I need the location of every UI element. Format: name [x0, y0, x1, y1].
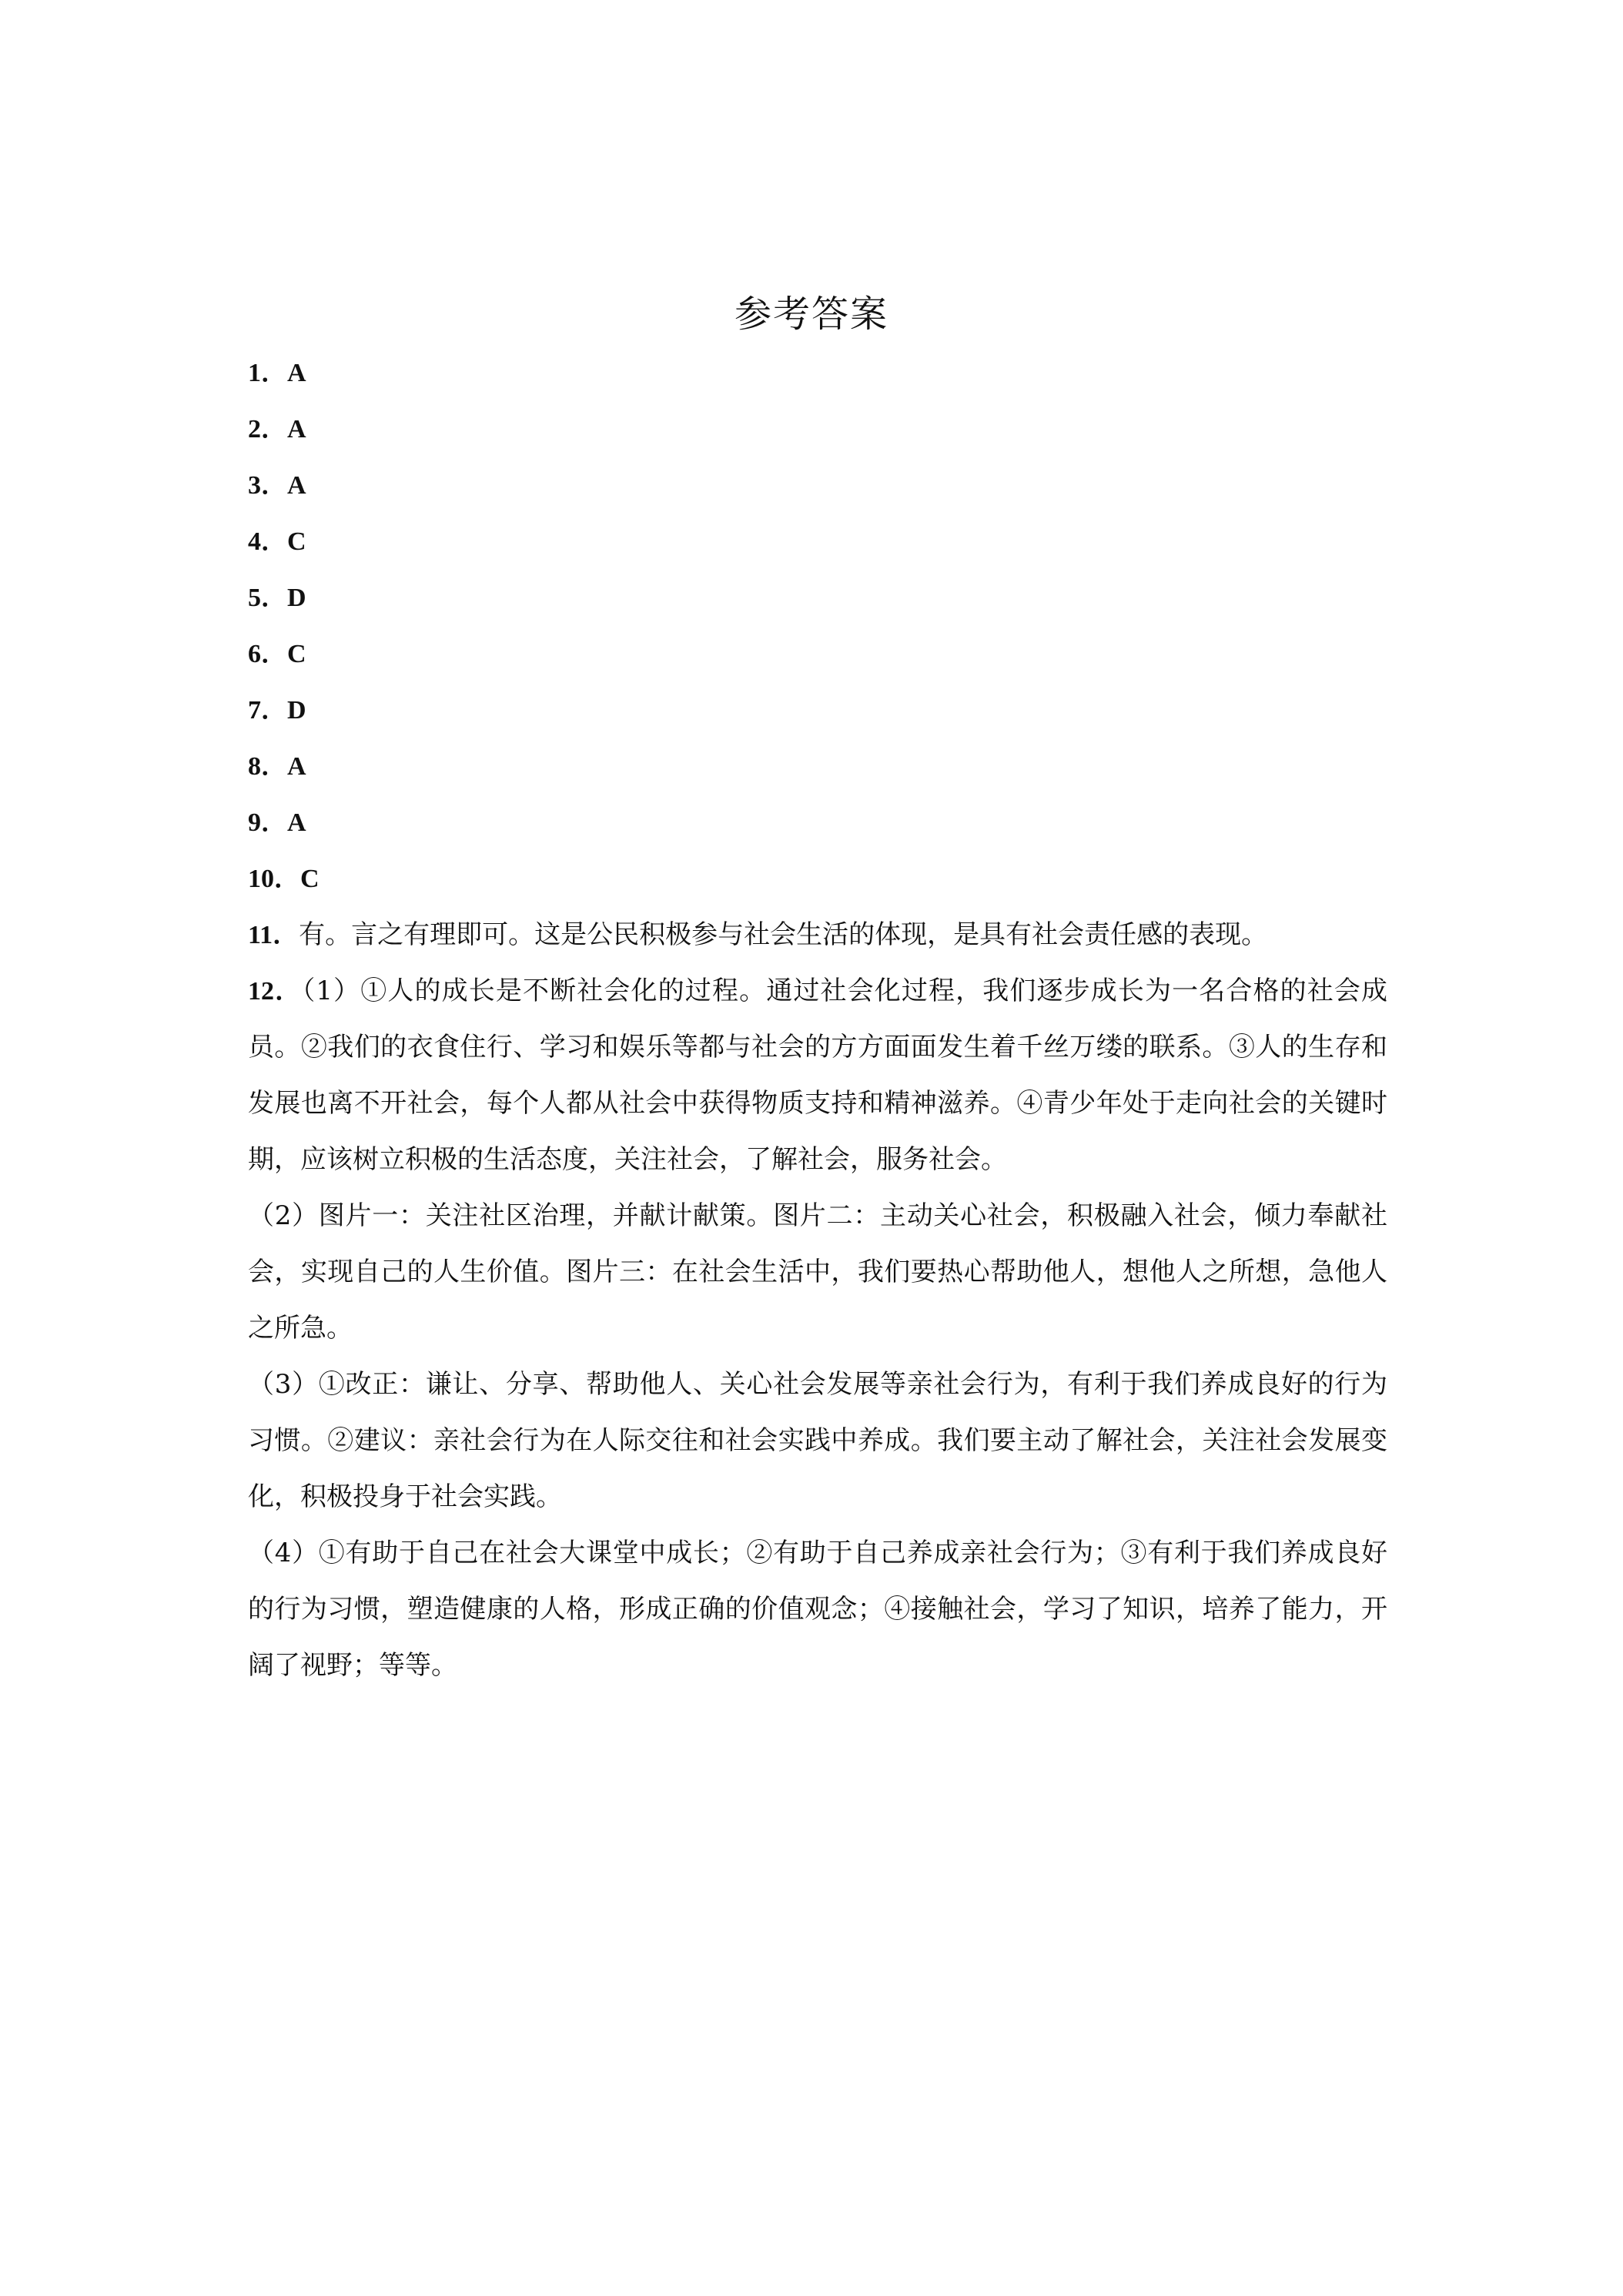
question-number: 3． — [248, 471, 287, 500]
answer-choice: D — [287, 696, 306, 725]
answer-12 — [248, 963, 1387, 1694]
answer-item — [248, 626, 1387, 682]
answer-item — [248, 738, 1387, 795]
answer-choice: C — [300, 865, 320, 893]
question-number: 9． — [248, 808, 287, 837]
question-number: 4． — [248, 527, 287, 556]
answer-12-part-1-text: （1）①人的成长是不断社会化的过程。通过社会化过程，我们逐步成长为一名合格的社会成员。②我们的衣食住行、学习和娱乐等都与社会的方方面面发生着千丝万缕的联系。③人的生存和发展也离不开社会，每个人都从社会中获得物质支持和精神滋养。④青少年处于走向社会的关键时期，应该树立积极的生活态度，关注社会，了解社会，服务社会。 — [248, 976, 1387, 1175]
answer-item — [248, 795, 1387, 851]
answer-12-part-1 — [248, 963, 1387, 1188]
question-number: 1． — [248, 359, 287, 387]
answer-item — [248, 514, 1387, 570]
question-number: 2． — [248, 415, 287, 443]
answer-item — [248, 682, 1387, 738]
question-number: 5． — [248, 584, 287, 612]
answer-item — [248, 851, 1387, 907]
page-title: 参考答案 — [734, 293, 888, 336]
question-number: 8． — [248, 752, 287, 781]
answer-choice: C — [287, 640, 306, 668]
question-number: 10． — [248, 865, 300, 893]
question-number: 11． — [248, 921, 300, 949]
question-number: 6． — [248, 640, 287, 668]
answer-choice: A — [287, 415, 306, 443]
answer-choice: C — [287, 527, 306, 556]
answer-item — [248, 457, 1387, 514]
answer-item — [248, 345, 1387, 401]
answer-choice: A — [287, 471, 306, 500]
answer-choice: D — [287, 584, 306, 612]
question-number: 7． — [248, 696, 287, 725]
answer-11 — [248, 907, 1387, 963]
answer-choice: A — [287, 808, 306, 837]
answer-11-text: 有。言之有理即可。这是公民积极参与社会生活的体现，是具有社会责任感的表现。 — [299, 919, 1268, 950]
answer-11-paragraph — [248, 907, 1387, 963]
answer-12-part-3: （3）①改正：谦让、分享、帮助他人、关心社会发展等亲社会行为，有利于我们养成良好的行为习惯。②建议：亲社会行为在人际交往和社会实践中养成。我们要主动了解社会，关注社会发展变化，积极投身于社会实践。 — [248, 1369, 1387, 1512]
answer-item — [248, 570, 1387, 626]
answer-choice: A — [287, 359, 306, 387]
answer-choice: A — [287, 752, 306, 781]
answer-12-part-4: （4）①有助于自己在社会大课堂中成长；②有助于自己养成亲社会行为；③有利于我们养成良好的行为习惯，塑造健康的人格，形成正确的价值观念；④接触社会，学习了知识，培养了能力，开阔了视野；等等。 — [248, 1538, 1387, 1681]
answer-item — [248, 401, 1387, 457]
choice-answer-list — [248, 345, 1387, 907]
answer-12-part-2: （2）图片一：关注社区治理，并献计献策。图片二：主动关心社会，积极融入社会，倾力奉献社会，实现自己的人生价值。图片三：在社会生活中，我们要热心帮助他人，想他人之所想，急他人之所急。 — [248, 1200, 1387, 1344]
question-number: 12． — [248, 977, 303, 1006]
